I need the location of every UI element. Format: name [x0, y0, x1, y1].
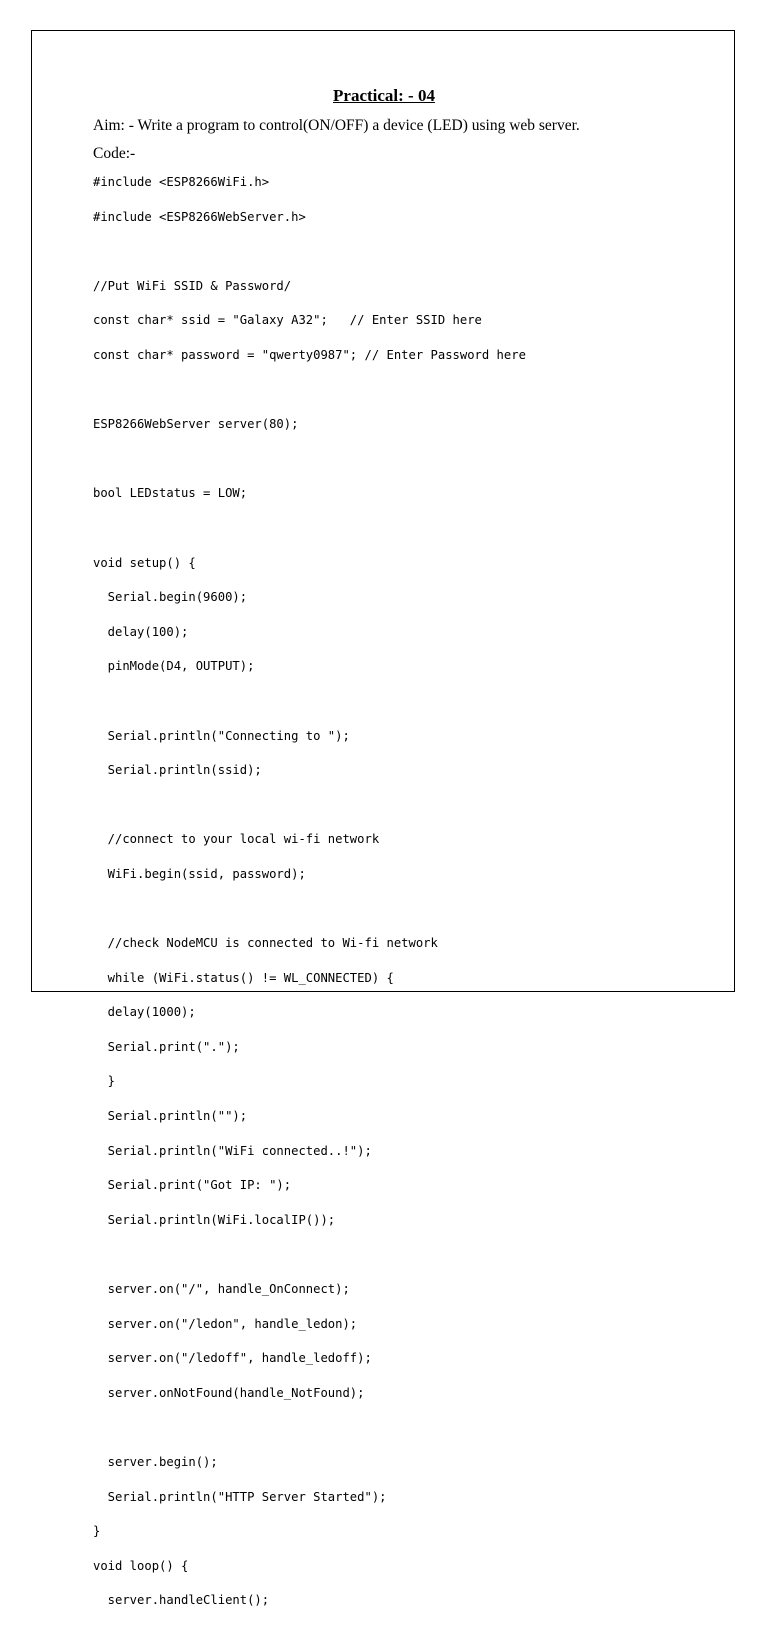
- code-line: [93, 451, 526, 468]
- code-line: [93, 797, 526, 814]
- code-line: pinMode(D4, OUTPUT);: [93, 659, 255, 674]
- code-line: [93, 900, 526, 917]
- code-line: #include <ESP8266WebServer.h>: [93, 209, 306, 224]
- code-line: //check NodeMCU is connected to Wi-fi network: [93, 936, 438, 951]
- code-line: }: [93, 1524, 101, 1539]
- code-line: }: [93, 1074, 116, 1089]
- code-line: Serial.println("HTTP Server Started");: [93, 1489, 387, 1504]
- code-line: bool LEDstatus = LOW;: [93, 486, 248, 501]
- code-line: Serial.println(WiFi.localIP());: [93, 1212, 336, 1227]
- code-line: server.begin();: [93, 1454, 218, 1469]
- code-line: [93, 243, 526, 260]
- code-line: server.onNotFound(handle_NotFound);: [93, 1385, 365, 1400]
- code-line: //Put WiFi SSID & Password/: [93, 278, 292, 293]
- code-line: void setup() {: [93, 555, 196, 570]
- code-line: //connect to your local wi-fi network: [93, 832, 380, 847]
- code-line: const char* password = "qwerty0987"; // Enter Password here: [93, 347, 526, 362]
- code-line: Serial.print(".");: [93, 1039, 240, 1054]
- code-line: Serial.println(ssid);: [93, 763, 262, 778]
- aim-text: Aim: - Write a program to control(ON/OFF) a device (LED) using web server.: [93, 117, 580, 134]
- code-line: Serial.println("");: [93, 1109, 248, 1124]
- code-line: delay(100);: [93, 624, 189, 639]
- code-line: [93, 1419, 526, 1436]
- code-line: Serial.println("Connecting to ");: [93, 728, 350, 743]
- code-line: [93, 693, 526, 710]
- code-line: #include <ESP8266WiFi.h>: [93, 175, 270, 189]
- code-line: server.on("/", handle_OnConnect);: [93, 1282, 350, 1296]
- code-line: WiFi.begin(ssid, password);: [93, 866, 306, 881]
- code-line: delay(1000);: [93, 1005, 196, 1020]
- code-line: while (WiFi.status() != WL_CONNECTED) {: [93, 970, 394, 985]
- code-line: [93, 520, 526, 537]
- code-line: server.on("/ledoff", handle_ledoff);: [93, 1351, 372, 1366]
- code-block: [93, 174, 526, 1627]
- code-line: const char* ssid = "Galaxy A32"; // Enter SSID here: [93, 313, 482, 328]
- code-line: [93, 382, 526, 399]
- code-line: Serial.begin(9600);: [93, 590, 248, 605]
- code-line: Serial.print("Got IP: ");: [93, 1178, 292, 1193]
- code-line: ESP8266WebServer server(80);: [93, 417, 299, 432]
- code-line: Serial.println("WiFi connected..!");: [93, 1143, 372, 1158]
- code-line: [93, 1246, 526, 1263]
- code-line: void loop() {: [93, 1558, 189, 1573]
- code-line: server.handleClient();: [93, 1593, 270, 1608]
- code-label: Code:-: [93, 145, 136, 162]
- code-line: server.on("/ledon", handle_ledon);: [93, 1316, 358, 1331]
- page-title: Practical: - 04: [333, 86, 435, 105]
